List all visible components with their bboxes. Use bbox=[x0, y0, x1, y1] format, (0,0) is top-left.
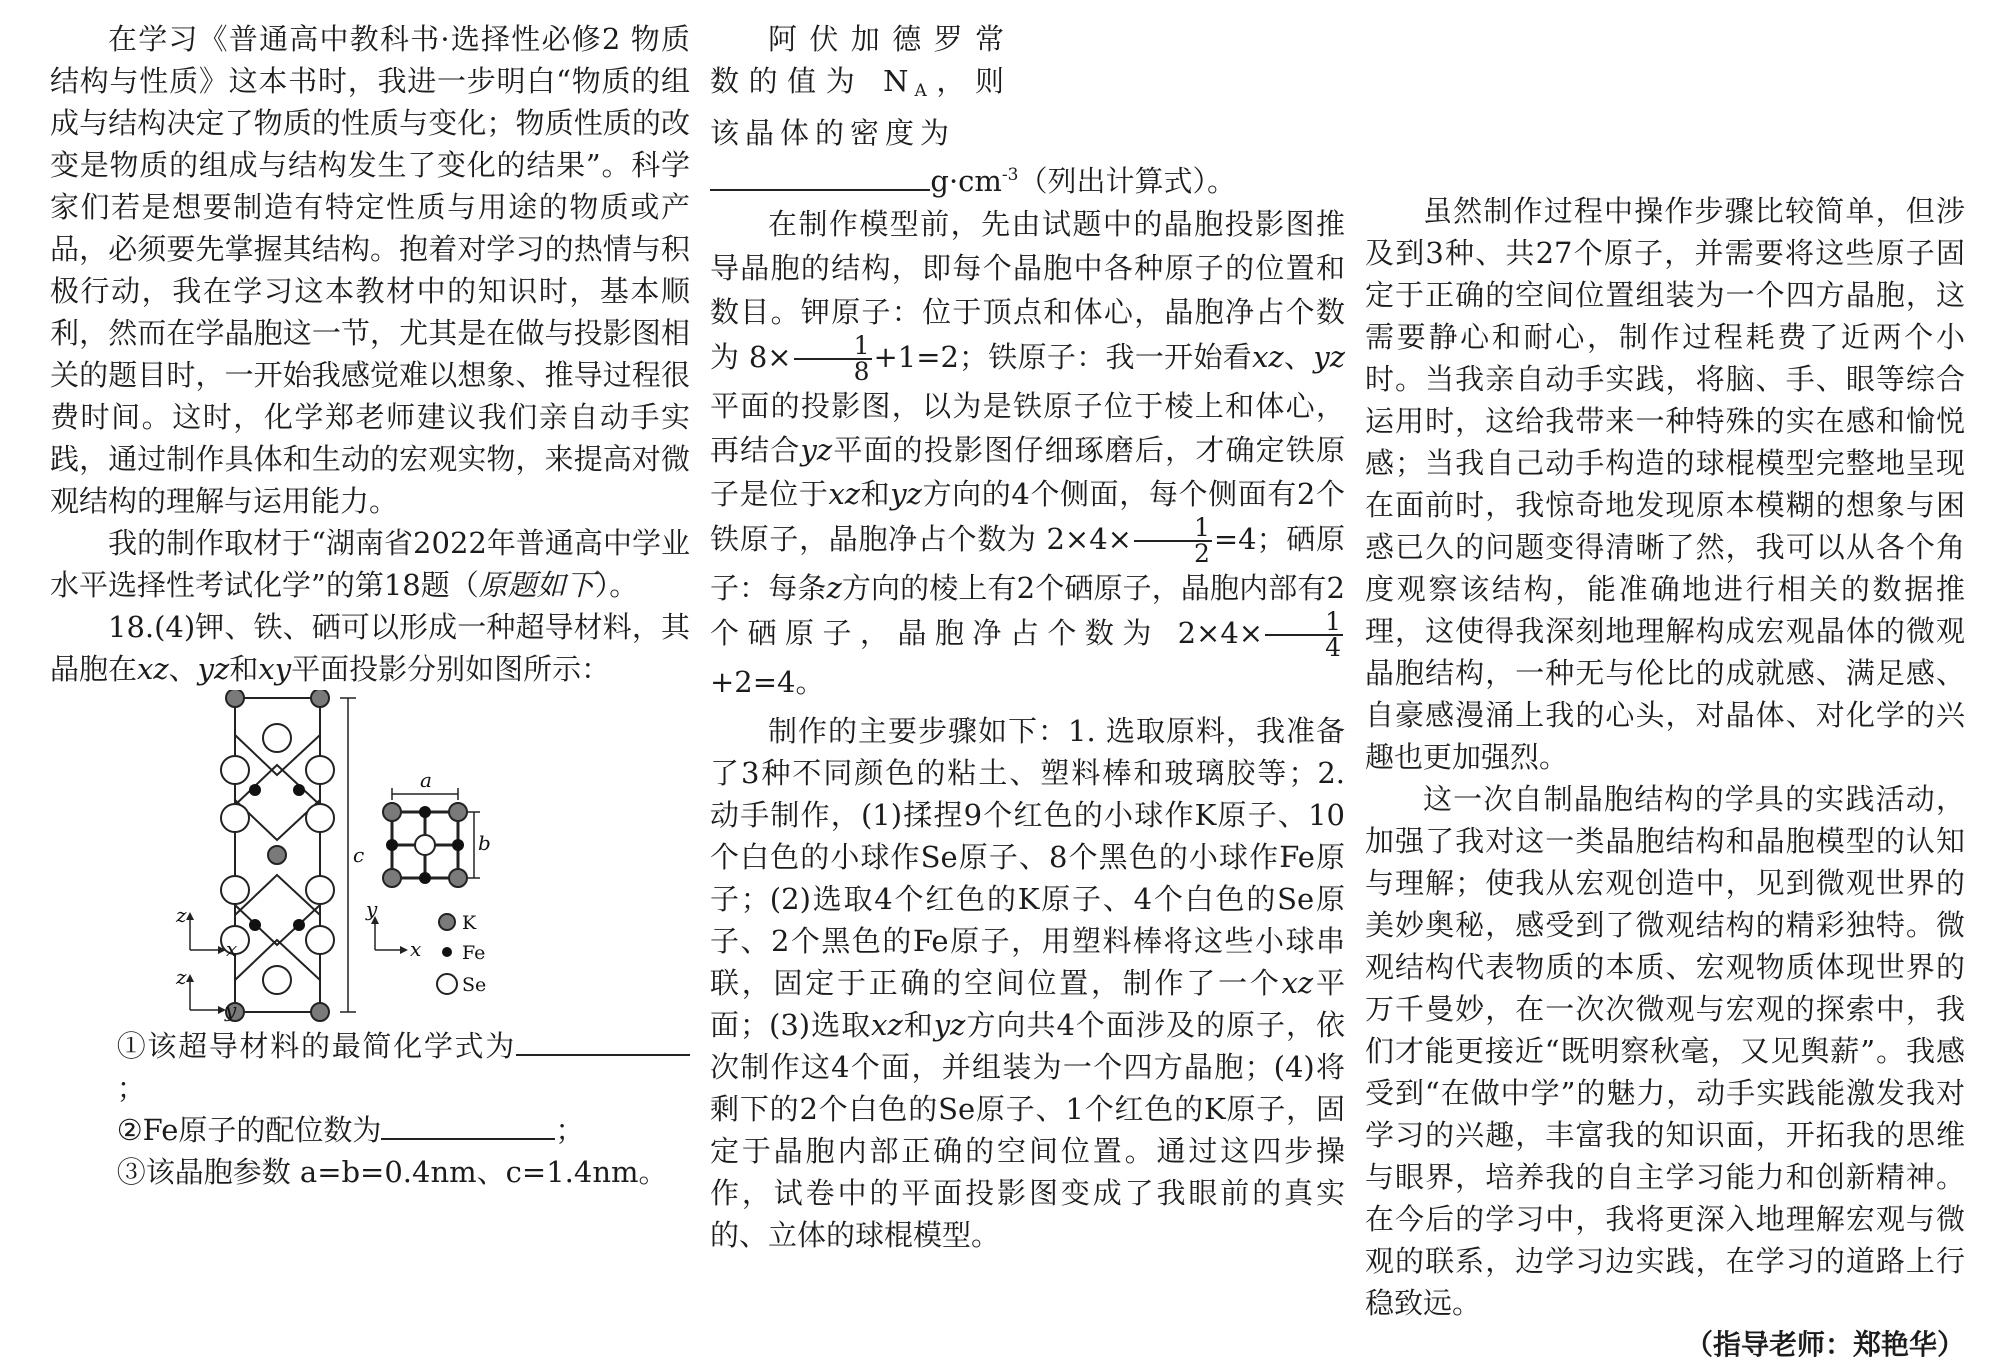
teacher-credit: （指导老师：郑艳华） bbox=[1684, 1328, 1965, 1361]
svg-text:z: z bbox=[176, 903, 187, 927]
sub-question-1: ①该超导材料的最简化学式为； bbox=[50, 1025, 690, 1109]
reflection-paragraph: 虽然制作过程中操作步骤比较简单，但涉及到3种、共27个原子，并需要将这些原子固定于正确的空间位置组装为一个四方晶胞，这需要静心和耐心，制作过程耗费了近两个小时。当我亲自动手实践，将脑、手、眼等综合运用时，这给我带来一种特殊的实在感和愉悦感；当我自己动手构造的球棍模型完整地呈现在面前时，我惊奇地发现原本模糊的想象与困惑已久的问题变得清晰了然，我可以从各个角度观察该结构，能准确地进行相关的数据推理，这使得我深刻地理解构成宏观晶体的微观晶胞结构，一种无与伦比的成就感、满足感、自豪感漫涌上我的心头，对晶体、对化学的兴趣也更加强烈。 bbox=[1365, 194, 1965, 774]
svg-text:y: y bbox=[366, 897, 378, 921]
conclusion-paragraph: 这一次自制晶胞结构的学具的实践活动，加强了我对这一类晶胞结构和晶胞模型的认知与理解；使我从宏观创造中，见到微观世界的美妙奥秘，感受到了微观结构的精彩独特。微观结构代表物质的本质、宏观物质体现世界的万千曼妙，在一次次微观与宏观的探索中，我们才能更接近“既明察秋毫，又见舆薪”。我感受到“在做中学”的魅力，动手实践能激发我对学习的兴趣，丰富我的知识面，开拓我的思维与眼界，培养我的自主学习能力和创新精神。在今后的学习中，我将更深入地理解宏观与微观的联系，边学习边实践，在学习的道路上行稳致远。 bbox=[1365, 782, 1965, 1320]
tall-cell-projection bbox=[221, 690, 334, 1021]
label-b: b bbox=[478, 831, 491, 855]
source-paragraph: 我的制作取材于“湖南省2022年普通高中学业水平选择性考试化学”的第18题（原题如下）。 bbox=[50, 526, 690, 602]
axis-zy bbox=[175, 965, 237, 1022]
steps-paragraph: 制作的主要步骤如下：1. 选取原料，我准备了3种不同颜色的粘土、塑料棒和玻璃胶等；2. 动手制作，(1)揉捏9个红色的小球作K原子、10个白色的小球作Se原子、8个黑色的小球作Fe原子；(2)选取4个红色的K原子、4个白色的Se原子、2个黑色的Fe原子，用塑料棒将这些小球串联，固定于正确的空间位置，制作了一个xz平面；(3)选取xz和yz方向共4个面涉及的原子，依次制作这4个面，并组装为一个四方晶胞；(4)将剩下的2个白色的Se原子、1个红色的K原子，固定于晶胞内部正确的空间位置。通过这四步操作，试卷中的平面投影图变成了我眼前的真实的、立体的球棍模型。 bbox=[710, 714, 1345, 1252]
legend-k: K bbox=[462, 912, 477, 934]
legend bbox=[437, 912, 486, 996]
square-cell-projection bbox=[383, 768, 491, 887]
derivation-paragraph: 在制作模型前，先由试题中的晶胞投影图推导晶胞的结构，即每个晶胞中各种原子的位置和数目。钾原子：位于顶点和体心，晶胞净占个数为 8× $\frac{1}{8}$ +1=2；铁原子：我一开始看xz、yz平面的投影图，以为是铁原子位于棱上和体心，再结合yz平面的投影图仔细琢磨后，才确定铁原子是位于xz和yz方向的4个侧面，每个侧面有2个铁原子，晶胞净占个数为 2×4× $\frac{1}{2}$ =4；硒原子：每条z方向的棱上有2个硒原子，晶胞内部有2个硒原子，晶胞净占个数为 2×4× $\frac{1}{4}$ +2=4。 bbox=[710, 207, 1346, 699]
label-c: c bbox=[353, 843, 365, 867]
intro-paragraph: 在学习《普通高中教科书·选择性必修2 物质结构与性质》这本书时，我进一步明白“物质的组成与结构决定了物质的性质与变化；物质性质的改变是物质的组成与结构发生了变化的结果”。科学家们若是想要制造有特定性质与用途的物质或产品，必须要先掌握其结构。抱着对学习的热情与积极行动，我在学习这本教材中的知识时，基本顺利，然而在学晶胞这一节，尤其是在做与投影图相关的题目时，一开始我感觉难以想象、推导过程很费时间。这时，化学郑老师建议我们亲自动手实践，通过制作具体和生动的宏观实物，来提高对微观结构的理解与运用能力。 bbox=[50, 22, 690, 518]
sub-question-2: ②Fe原子的配位数为 ； bbox=[50, 1109, 690, 1151]
fraction-1-2: $\frac{1}{2}$ bbox=[1134, 516, 1212, 566]
sub-question-3: ③该晶胞参数 a=b=0.4nm、c=1.4nm。 bbox=[116, 1155, 668, 1189]
svg-text:x: x bbox=[226, 937, 238, 961]
column-2 bbox=[710, 18, 1345, 1256]
svg-text:x: x bbox=[410, 937, 422, 961]
column-1 bbox=[50, 18, 690, 1193]
question-18-stem: 18.(4)钾、铁、硒可以形成一种超导材料，其晶胞在xz、yz和xy平面投影分别如图所示： bbox=[50, 610, 690, 686]
answer-blank-1 bbox=[516, 1026, 690, 1056]
projection-diagram bbox=[170, 690, 640, 1025]
question-3-continued: 阿伏加德罗常数的值为 $N_A$，则该晶体的密度为 bbox=[710, 22, 1010, 150]
answer-blank-2 bbox=[381, 1110, 555, 1140]
fraction-1-4: $\frac{1}{4}$ bbox=[1265, 610, 1343, 660]
svg-text:z: z bbox=[176, 965, 187, 989]
crystal-projection-figure bbox=[50, 690, 690, 1025]
density-answer-line: $g\cdot cm^{-3}$（列出计算式）。 bbox=[710, 154, 1345, 202]
answer-blank-3 bbox=[710, 161, 930, 191]
column-3 bbox=[1365, 190, 1965, 1366]
legend-se: Se bbox=[462, 974, 487, 996]
label-a: a bbox=[420, 768, 432, 792]
fraction-1-8: $\frac{1}{8}$ bbox=[794, 334, 872, 384]
axis-yx bbox=[365, 897, 421, 961]
legend-fe: Fe bbox=[462, 942, 486, 964]
svg-text:y: y bbox=[225, 998, 237, 1022]
